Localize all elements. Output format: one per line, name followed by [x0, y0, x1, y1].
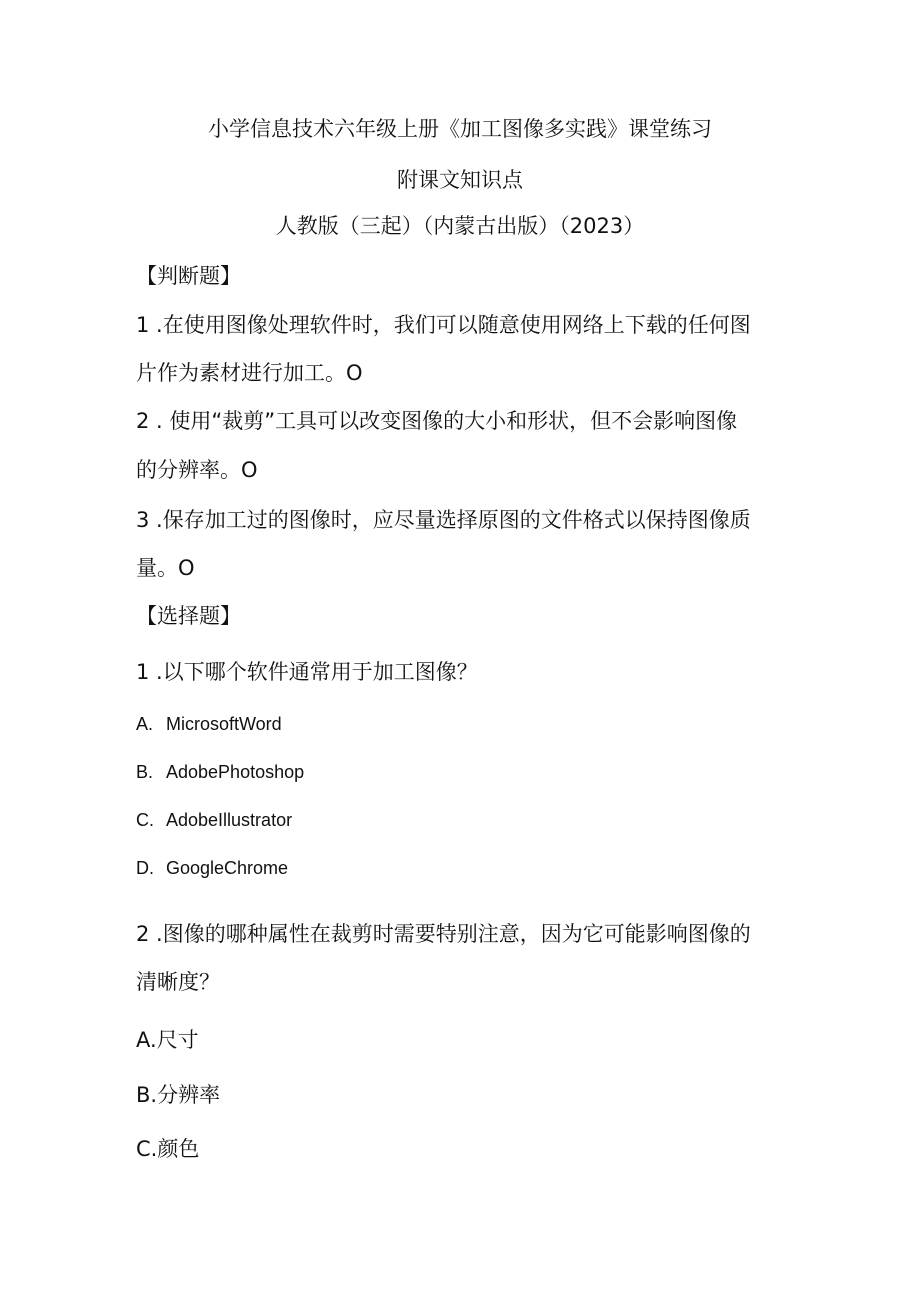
judge-question-3-line1: 3 .保存加工过的图像时，应尽量选择原图的文件格式以保持图像质 — [136, 508, 751, 532]
option-key: B. — [136, 762, 154, 782]
judge-question-3-line2: 量。O — [136, 556, 195, 580]
option-text: AdobePhotoshop — [166, 762, 305, 782]
choice-question-2-option-a: A.尺寸 — [136, 1028, 199, 1052]
choice-question-2-line1: 2 .图像的哪种属性在裁剪时需要特别注意，因为它可能影响图像的 — [136, 922, 751, 946]
document-subtitle: 附课文知识点 — [397, 168, 523, 192]
choice-question-1-option-d — [136, 858, 288, 880]
choice-question-2-line2: 清晰度？ — [136, 970, 220, 994]
option-key: D. — [136, 858, 154, 878]
option-text: MicrosoftWord — [166, 714, 282, 734]
judge-question-2-line2: 的分辨率。O — [136, 458, 258, 482]
document-edition: 人教版（三起）（内蒙古出版）（2023） — [275, 214, 645, 238]
option-key: A. — [136, 714, 154, 734]
judge-question-1-line2: 片作为素材进行加工。O — [136, 361, 363, 385]
choice-section-heading: 【选择题】 — [136, 604, 241, 628]
choice-question-2-option-c: C.颜色 — [136, 1137, 200, 1161]
option-text: GoogleChrome — [166, 858, 289, 878]
document-title: 小学信息技术六年级上册《加工图像多实践》课堂练习 — [208, 117, 712, 141]
choice-question-2-option-b: B.分辨率 — [136, 1083, 221, 1107]
choice-question-1-option-a — [136, 714, 282, 736]
option-key: C. — [136, 810, 154, 830]
judge-section-heading: 【判断题】 — [136, 264, 241, 288]
judge-question-2-line1: 2 . 使用“裁剪”工具可以改变图像的大小和形状，但不会影响图像 — [136, 409, 738, 433]
option-text: AdobeIllustrator — [166, 810, 293, 830]
judge-question-1-line1: 1 .在使用图像处理软件时，我们可以随意使用网络上下载的任何图 — [136, 313, 751, 337]
choice-question-1-option-b — [136, 762, 304, 784]
choice-question-1: 1 .以下哪个软件通常用于加工图像？ — [136, 660, 478, 684]
choice-question-1-option-c — [136, 810, 292, 832]
